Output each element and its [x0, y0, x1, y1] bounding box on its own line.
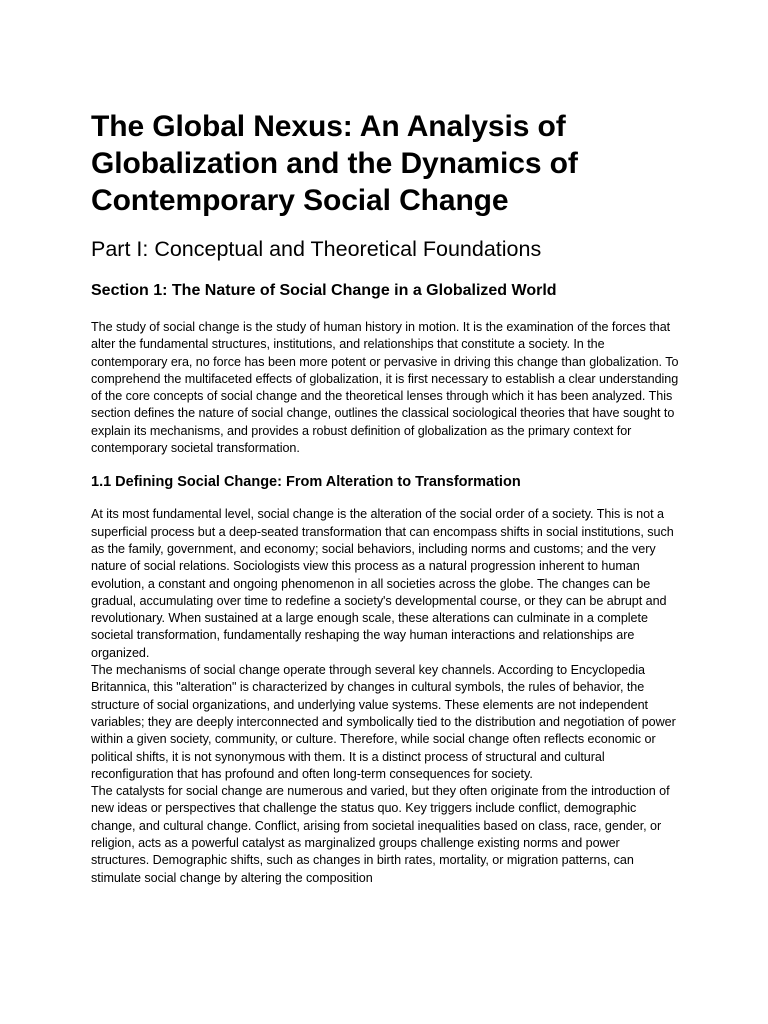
document-page: [91, 108, 681, 887]
section-heading: Section 1: The Nature of Social Change in a Globalized World: [91, 282, 557, 299]
subsection-heading: 1.1 Defining Social Change: From Alteration to Transformation: [91, 474, 521, 491]
section-intro-paragraph: The study of social change is the study of human history in motion. It is the examination of the forces that alter the fundamental structures, institutions, and relationships that constitute a society. In the contemporary era, no force has been more potent or pervasive in driving this change than globalization. To comprehend the multifaceted effects of globalization, it is first necessary to establish a clear understanding of the core concepts of social change and the theoretical lenses through which it has been analyzed. This section defines the nature of social change, outlines the classical sociological theories that have sought to explain its mechanisms, and provides a robust definition of globalization as the primary context for contemporary societal transformation.: [91, 320, 679, 456]
body-paragraph: The mechanisms of social change operate through several key channels. According to Encyclopedia Britannica, this "alteration" is characterized by changes in cultural symbols, the rules of behavior, the structure of social organizations, and underlying value systems. These elements are not independent variables; they are deeply interconnected and symbolically tied to the distribution and negotiation of power within a given society, community, or culture. Therefore, while social change often reflects economic or political shifts, it is not synonymous with them. It is a distinct process of structural and cultural reconfiguration that has profound and often long-term consequences for society.: [91, 663, 676, 781]
body-paragraph: At its most fundamental level, social change is the alteration of the social order of a society. This is not a superficial process but a deep-seated transformation that can encompass shifts in social institutions, such as the family, government, and economy; social behaviors, including norms and customs; and the very nature of social relations. Sociologists view this process as a natural progression inherent to human evolution, a constant and ongoing phenomenon in all societies across the globe. The changes can be gradual, accumulating over time to redefine a society's developmental course, or they can be abrupt and revolutionary. When sustained at a large enough scale, these alterations can culminate in a complete societal transformation, fundamentally reshaping the way human interactions and relationships are organized.: [91, 507, 674, 660]
document-title: The Global Nexus: An Analysis of Globalization and the Dynamics of Contemporary Social Change: [91, 110, 578, 217]
body-paragraph: The catalysts for social change are numerous and varied, but they often originate from the introduction of new ideas or perspectives that challenge the status quo. Key triggers include conflict, demographic change, and cultural change. Conflict, arising from societal inequalities based on class, race, gender, or religion, acts as a powerful catalyst as marginalized groups challenge existing norms and power structures. Demographic shifts, such as changes in birth rates, mortality, or migration patterns, can stimulate social change by altering the composition: [91, 784, 670, 885]
part-heading: Part I: Conceptual and Theoretical Foundations: [91, 237, 542, 261]
